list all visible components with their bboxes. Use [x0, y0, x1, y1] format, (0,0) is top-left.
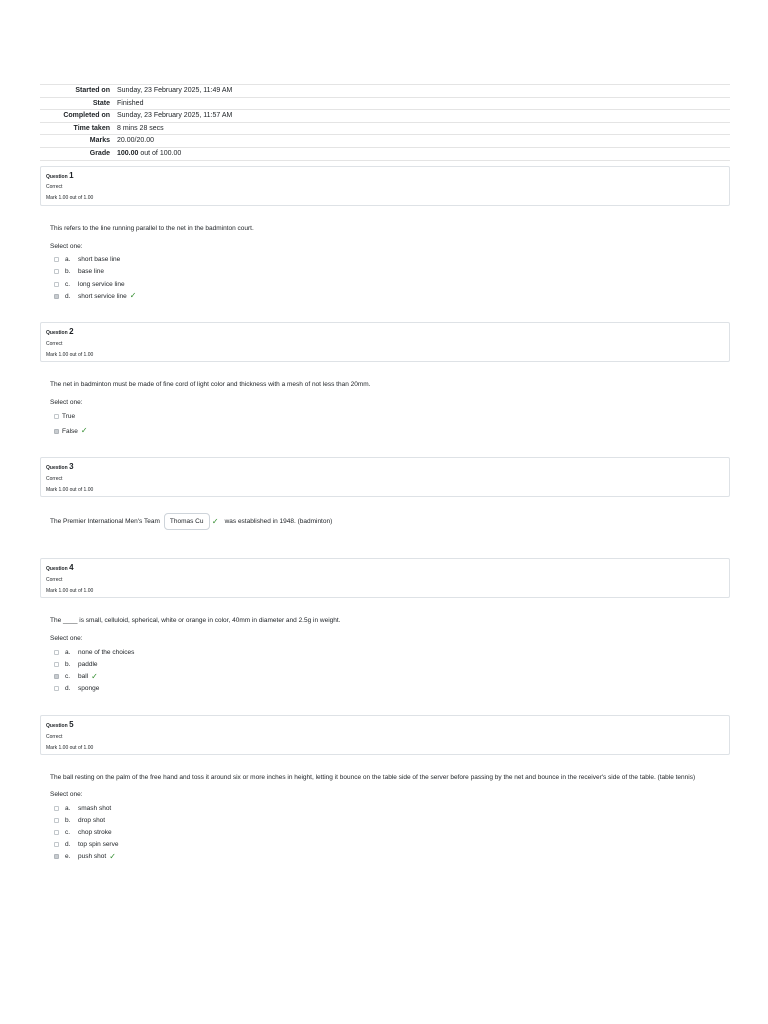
question-grade: Mark 1.00 out of 1.00 [46, 195, 94, 202]
radio-button[interactable] [54, 269, 59, 274]
option-letter: a. [65, 648, 71, 656]
summary-key: Started on [40, 85, 117, 98]
question-state: Correct [46, 733, 63, 740]
radio-button-selected[interactable] [54, 294, 59, 299]
question-4-text: The ____ is small, celluloid, spherical, white or orange in color, 40mm in diameter and 2.5g in weight. [50, 617, 341, 625]
summary-row [40, 135, 730, 148]
question-num: 3 [69, 462, 74, 472]
option-letter: d. [65, 685, 71, 693]
option-label: base line [78, 268, 105, 276]
option-letter: b. [65, 661, 71, 669]
question-5-info [40, 715, 730, 755]
answer-option[interactable] [54, 683, 730, 695]
summary-row [40, 147, 730, 160]
text-after-blank: was established in 1948. (badminton) [224, 518, 333, 526]
option-letter: c. [65, 673, 71, 681]
answer-option[interactable] [54, 671, 730, 683]
summary-value: 20.00/20.00 [117, 135, 730, 148]
question-grade: Mark 1.00 out of 1.00 [46, 351, 94, 358]
option-letter: b. [65, 268, 71, 276]
summary-value [117, 147, 730, 160]
summary-key: Grade [40, 147, 117, 160]
option-label: push shot [78, 853, 107, 861]
answer-option[interactable] [54, 827, 730, 839]
answer-option[interactable] [54, 851, 730, 863]
question-4-answers [54, 646, 730, 695]
option-label: long service line [78, 280, 125, 288]
radio-button-selected[interactable] [54, 429, 59, 434]
question-1-answers [54, 254, 730, 303]
question-grade: Mark 1.00 out of 1.00 [46, 744, 94, 751]
answer-option[interactable] [54, 409, 730, 424]
question-number [46, 720, 724, 731]
summary-key: State [40, 97, 117, 110]
question-grade: Mark 1.00 out of 1.00 [46, 587, 94, 594]
answer-option[interactable] [54, 266, 730, 278]
radio-button[interactable] [54, 818, 59, 823]
option-letter: b. [65, 816, 71, 824]
check-icon: ✓ [80, 426, 88, 436]
option-letter: e. [65, 853, 71, 861]
option-label: sponge [78, 685, 100, 693]
question-number [46, 327, 724, 338]
answer-option[interactable] [54, 290, 730, 302]
radio-button[interactable] [54, 414, 59, 419]
check-icon: ✓ [109, 851, 116, 861]
question-number [46, 462, 724, 473]
question-state: Correct [46, 184, 63, 191]
option-letter: a. [65, 256, 71, 264]
option-letter: a. [65, 804, 71, 812]
option-letter: d. [65, 292, 71, 300]
radio-button[interactable] [54, 282, 59, 287]
question-5-answers [54, 802, 730, 863]
text-before-blank: The Premier International Men's Team [50, 518, 160, 526]
answer-option[interactable] [54, 278, 730, 290]
question-prefix: Question [46, 173, 68, 180]
check-icon: ✓ [91, 671, 98, 681]
summary-key: Completed on [40, 110, 117, 123]
summary-row [40, 85, 730, 98]
option-label: paddle [78, 661, 98, 669]
answer-option[interactable] [54, 814, 730, 826]
question-state: Correct [46, 341, 63, 348]
question-state: Correct [46, 577, 63, 584]
summary-value: 8 mins 28 secs [117, 122, 730, 135]
summary-row [40, 110, 730, 123]
question-number [46, 171, 724, 182]
answer-input[interactable]: Thomas Cu [164, 513, 210, 530]
answer-option[interactable] [54, 254, 730, 266]
question-3-info [40, 457, 730, 497]
option-label: short base line [78, 256, 121, 264]
question-prefix: Question [46, 465, 68, 472]
summary-row [40, 122, 730, 135]
question-num: 4 [69, 563, 74, 573]
radio-button[interactable] [54, 257, 59, 262]
question-1-text: This refers to the line running parallel to the net in the badminton court. [50, 224, 254, 232]
question-num: 1 [69, 170, 74, 180]
question-5-text: The ball resting on the palm of the free hand and toss it around six or more inches in height, letting it bounce on the table side of the server before passing by the net and bounce in the receiver's side of the table. (table tennis) [50, 774, 696, 782]
radio-button[interactable] [54, 650, 59, 655]
option-label: short service line [78, 292, 127, 300]
question-3-text [50, 513, 730, 530]
option-label: none of the choices [78, 648, 135, 656]
option-label: chop stroke [78, 829, 112, 837]
option-letter: c. [65, 829, 71, 837]
question-2-info [40, 322, 730, 362]
question-prefix: Question [46, 566, 68, 573]
answer-option[interactable] [54, 802, 730, 814]
question-prefix: Question [46, 723, 68, 730]
grade-out-of: out of 100.00 [138, 149, 182, 157]
summary-value: Sunday, 23 February 2025, 11:49 AM [117, 85, 730, 98]
radio-button[interactable] [54, 842, 59, 847]
question-2-text: The net in badminton must be made of fine cord of light color and thickness with a mesh of not less than 20mm. [50, 381, 371, 389]
radio-button[interactable] [54, 662, 59, 667]
answer-option[interactable] [54, 646, 730, 658]
quiz-review [40, 84, 730, 863]
radio-button[interactable] [54, 686, 59, 691]
question-grade: Mark 1.00 out of 1.00 [46, 486, 94, 493]
option-label: True [62, 413, 76, 421]
radio-button[interactable] [54, 830, 59, 835]
radio-button-selected[interactable] [54, 854, 59, 859]
question-state: Correct [46, 476, 63, 483]
answer-option[interactable] [54, 839, 730, 851]
attempt-summary-table [40, 84, 730, 161]
option-letter: c. [65, 280, 71, 288]
summary-key: Marks [40, 135, 117, 148]
option-label: False [62, 427, 78, 435]
radio-button-selected[interactable] [54, 674, 59, 679]
check-icon: ✓ [129, 291, 137, 301]
option-label: drop shot [78, 816, 106, 824]
question-2-answers [54, 409, 730, 438]
summary-key: Time taken [40, 122, 117, 135]
question-4-info [40, 558, 730, 598]
radio-button[interactable] [54, 806, 59, 811]
check-icon: ✓ [211, 516, 219, 526]
select-one-prompt: Select one: [50, 791, 83, 799]
option-label: smash shot [78, 804, 112, 812]
summary-value: Finished [117, 97, 730, 110]
answer-option[interactable] [54, 424, 730, 439]
summary-row [40, 97, 730, 110]
select-one-prompt: Select one: [50, 635, 83, 643]
option-label: ball [78, 673, 89, 681]
select-one-prompt: Select one: [50, 242, 83, 250]
summary-value: Sunday, 23 February 2025, 11:57 AM [117, 110, 730, 123]
answer-option[interactable] [54, 659, 730, 671]
option-label: top spin serve [78, 841, 119, 849]
question-prefix: Question [46, 330, 68, 337]
select-one-prompt: Select one: [50, 399, 83, 407]
question-num: 5 [69, 720, 74, 730]
question-1-info [40, 166, 730, 206]
option-letter: d. [65, 841, 71, 849]
question-num: 2 [69, 327, 74, 337]
question-number [46, 563, 724, 574]
grade-value: 100.00 [117, 149, 139, 157]
